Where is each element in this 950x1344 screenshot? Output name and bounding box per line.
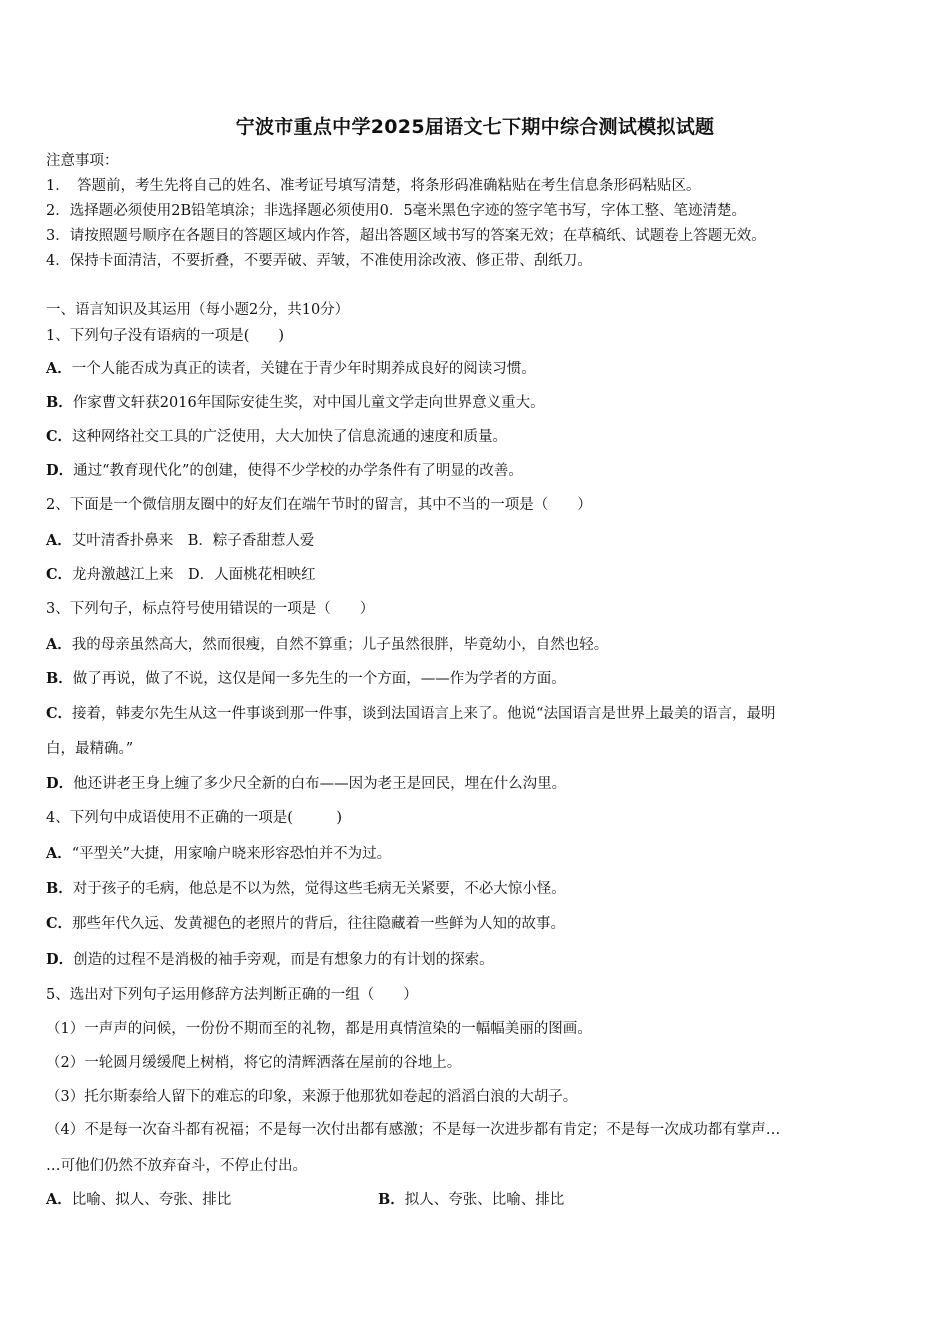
q4-option-a: A．“平型关”大捷，用家喻户晓来形容恐怕并不为过。 [46,845,392,862]
q5-sentence-4-line1: （4）不是每一次奋斗都有祝福；不是每一次付出都有感激；不是每一次进步都有肯定；不是每一次成功都有掌声… [46,1122,781,1138]
q5-sentence-3: （3）托尔斯泰给人留下的难忘的印象，来源于他那犹如卷起的滔滔白浪的大胡子。 [46,1089,578,1105]
notice-item-2: 2．选择题必须使用2B铅笔填涂；非选择题必须使用0．5毫米黑色字迹的签字笔书写，字体工整、笔迹清楚。 [46,203,747,219]
q2-options-cd: C．龙舟激越江上来 D．人面桃花相映红 [46,566,316,583]
q1-option-c: C．这种网络社交工具的广泛使用，大大加快了信息流通的速度和质量。 [46,428,508,445]
notice-heading: 注意事项： [46,153,119,169]
q4-option-d: D．创造的过程不是消极的袖手旁观，而是有想象力的有计划的探索。 [46,951,494,968]
q3-option-c-line2: 白，最精确。” [46,741,134,757]
q4-option-c: C．那些年代久远、发黄褪色的老照片的背后，往往隐藏着一些鲜为人知的故事。 [46,915,566,932]
q5-stem: 5、选出对下列句子运用修辞方法判断正确的一组（ ） [46,987,418,1003]
q3-option-a: A．我的母亲虽然高大，然而很瘦，自然不算重；儿子虽然很胖，毕竟幼小，自然也轻。 [46,636,609,653]
section-heading: 一、语言知识及其运用（每小题2分，共10分） [46,302,350,318]
q5-sentence-2: （2）一轮圆月缓缓爬上树梢，将它的清辉洒落在屋前的谷地上。 [46,1055,462,1071]
q5-option-a: A．比喻、拟人、夸张、排比 [46,1191,232,1208]
q2-stem: 2、下面是一个微信朋友圈中的好友们在端午节时的留言，其中不当的一项是（ ） [46,497,592,513]
notice-item-4: 4．保持卡面清洁，不要折叠，不要弄破、弄皱，不准使用涂改液、修正带、刮纸刀。 [46,253,592,269]
q3-option-b: B．做了再说，做了不说，这仅是闻一多先生的一个方面，——作为学者的方面。 [46,670,566,687]
q1-stem: 1、下列句子没有语病的一项是( ) [46,328,285,344]
q5-sentence-4-line2: …可他们仍然不放弃奋斗，不停止付出。 [46,1158,307,1174]
q2-options-ab: A．艾叶清香扑鼻来 B．粽子香甜惹人爱 [46,532,315,549]
notice-item-1: 1． 答题前，考生先将自己的姓名、准考证号填写清楚，将条形码准确粘贴在考生信息条形码粘贴区。 [46,178,701,194]
notice-item-3: 3．请按照题号顺序在各题目的答题区域内作答，超出答题区域书写的答案无效；在草稿纸、试题卷上答题无效。 [46,228,766,244]
q5-option-b: B．拟人、夸张、比喻、排比 [378,1191,565,1208]
q3-stem: 3、下列句子，标点符号使用错误的一项是（ ） [46,601,375,617]
q5-sentence-1: （1）一声声的问候，一份份不期而至的礼物，都是用真情渲染的一幅幅美丽的图画。 [46,1021,592,1037]
q4-stem: 4、下列句中成语使用不正确的一项是( ) [46,810,343,826]
q1-option-b: B．作家曹文轩获2016年国际安徒生奖，对中国儿童文学走向世界意义重大。 [46,394,545,411]
q3-option-d: D．他还讲老王身上缠了多少尺全新的白布——因为老王是回民，埋在什么沟里。 [46,775,567,792]
q3-option-c-line1: C．接着，韩麦尔先生从这一件事谈到那一件事，谈到法国语言上来了。他说“法国语言是世界上最美的语言，最明 [46,705,776,722]
q4-option-b: B．对于孩子的毛病，他总是不以为然，觉得这些毛病无关紧要，不必大惊小怪。 [46,880,566,897]
page-title: 宁波市重点中学2025届语文七下期中综合测试模拟试题 [235,116,715,138]
q1-option-d: D．通过“教育现代化”的创建，使得不少学校的办学条件有了明显的改善。 [46,462,523,479]
q1-option-a: A．一个人能否成为真正的读者，关键在于青少年时期养成良好的阅读习惯。 [46,360,536,377]
